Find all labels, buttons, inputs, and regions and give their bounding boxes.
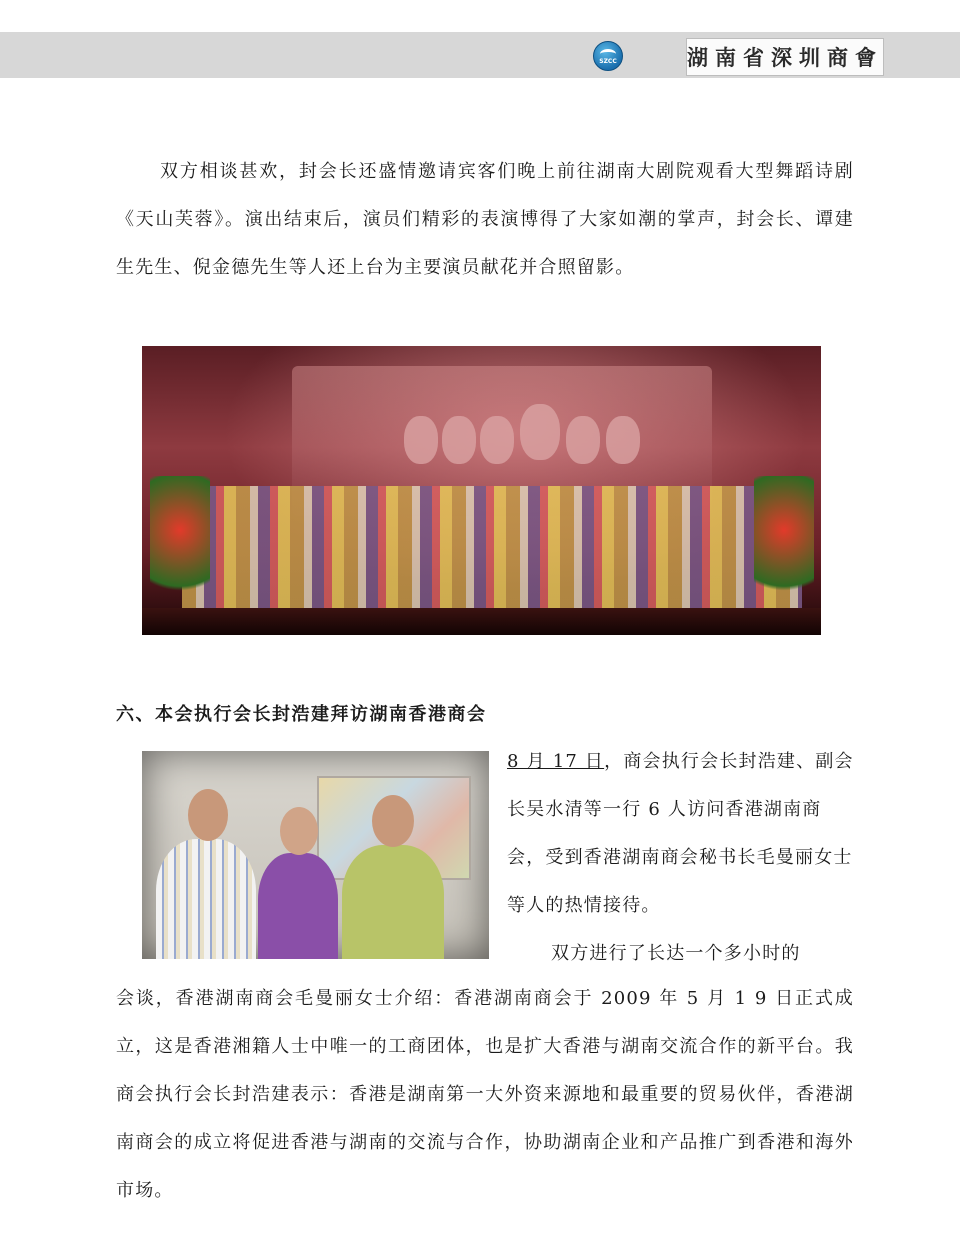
org-name: 湖南省深圳商會 [687,45,883,70]
visit-group-photo [142,751,489,959]
flower-basket-right [754,476,814,611]
mural-face [480,416,514,464]
stage-group-photo [142,346,821,635]
meeting-paragraph: 会谈，香港湖南商会毛曼丽女士介绍：香港湖南商会于 2009 年 5 月 1 9 日正式成立，这是香港湘籍人士中唯一的工商团体，也是扩大香港与湖南交流合作的新平台。我商会执行会长封浩建表示：香港是湖南第一大外资来源地和最重要的贸易伙伴，香港湖南商会的成立将促进香港与湖南的交流与合作，协助湖南企业和产品推广到香港和海外市场。 [116,988,854,1201]
mural-face [566,416,600,464]
visit-text: ，商会执行会长封浩建、副会长吴水清等一行 6 人访问香港湖南商会，受到香港湖南商会秘书长毛曼丽女士等人的热情接待。 [507,751,854,916]
visit-date: 8 月 17 日 [507,751,605,772]
section-heading: 六、本会执行会长封浩建拜访湖南香港商会 [116,704,487,725]
visit-side-text [507,738,855,978]
mural-face [404,416,438,464]
intro-paragraph: 双方相谈甚欢，封会长还盛情邀请宾客们晚上前往湖南大剧院观看大型舞蹈诗剧《天山芙蓉》。演出结束后，演员们精彩的表演博得了大家如潮的掌声，封会长、谭建生先生、倪金德先生等人还上台为主要演员献花并合照留影。 [116,161,854,278]
person-middle [258,853,338,959]
chamber-logo-icon [593,41,623,71]
mural-face [520,404,560,460]
performers-group [182,486,802,611]
logo-text: SZCC [599,58,617,65]
person-right [342,845,444,959]
stage-floor [142,608,821,635]
mural-face [442,416,476,464]
person-right-head [372,795,414,847]
person-left [156,839,256,959]
org-name-box [686,38,884,76]
person-left-head [188,789,228,841]
person-middle-head [280,807,318,855]
visit-text-continued: 双方进行了长达一个多小时的 [551,943,801,964]
mural-face [606,416,640,464]
flower-basket-left [150,476,210,611]
